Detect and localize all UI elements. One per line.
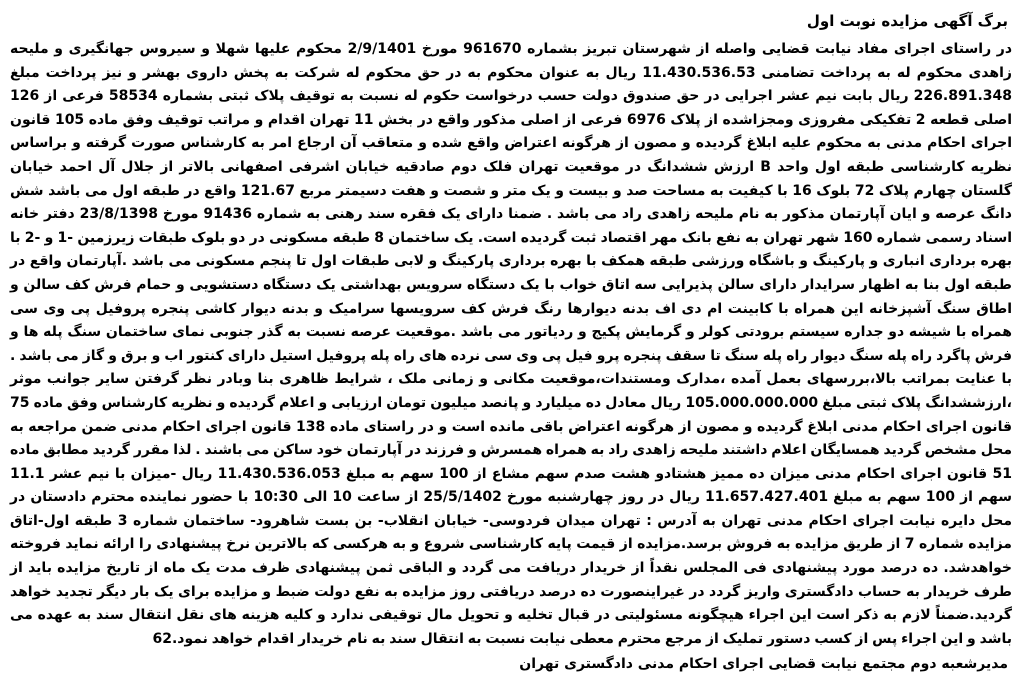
notice-title: برگ آگهی مزایده نوبت اول: [806, 12, 1008, 30]
notice-body: در راستای اجرای مفاد نیابت قضایی واصله از شهرستان تبریز بشماره 961670 مورخ 2/9/1401 محکوم علیها شهلا و سیروس جهانگیری و ملیحه زاهدی محکوم له به پرداخت تضامنی 11.430.536.53 ریال به عنوان محکوم به در حق محکوم له شرکت به پخش داروی بهشر و نیز پرداخت مبلغ 226.891.348 ریال بابت نیم عشر اجرایی در حق صندوق دولت حسب درخواست حکوم له نسبت به توقیف پلاک ثبتی بشماره 58534 فرعی از 126 اصلی قطعه 2 تفکیکی مفروزی ومجزاشده از پلاک 6976 فرعی از اصلی مذکور واقع در بخش 11 تهران اقدام و مراتب توقیف وفق ماده 105 قانون اجرای احکام مدنی به محکوم علیه ابلاغ گردیده و مصون از هرگونه اعتراض واقع شده و متعاقب آن ارجاع امر به کارشناس صورت گرفته و براساس نظریه کارشناسی طبقه اول واحد B ارزش ششدانگ در موقعیت تهران فلک دوم صادقیه خیابان اشرفی اصفهانی بالاتر از جلال آل احمد خیابان گلستان چهارم پلاک 72 بلوک 16 با کیفیت به مساحت صد و بیست و یک متر و شصت و هفت دسیمتر مربع 121.67 واقع در طبقه اول می باشد شش دانگ عرصه و ایان آپارتمان مذکور به نام ملیحه زاهدی راد می باشد . ضمنا دارای یک فقره سند رهنی به شماره 91436 مورخ 23/8/1398 دفتر خانه اسناد رسمی شماره 160 شهر تهران به نفع بانک مهر اقتصاد ثبت گردیده است. یک ساختمان 8 طبقه مسکونی در دو بلوک طبقات زیرزمین -1 و -2 با بهره برداری انباری و پارکینگ و باشگاه ورزشی طبقه همکف با بهره برداری پارکینگ و لابی طبقات اول تا پنجم مسکونی می باشد .آپارتمان واقع در طبقه اول بنا به اظهار سرایدار دارای سالن پذیرایی سه اتاق خواب با یک دستگاه سرویس بهداشتی یک دستگاه دستشویی و حمام فرش کف سالن و اطاق سنگ آشپزخانه این همراه با کابینت ام دی اف بدنه دیوارها رنگ فرش کف سرویسها سرامیک و بدنه دیوار کاشی پنجره پروفیل پی وی سی همراه با شیشه دو جداره سیستم برودتی کولر و گرمایش پکیج و ردیاتور می باشد .موقعیت عرصه نسبت به گذر جنوبی نمای ساختمان سنگ پله ها و فرش پاگرد راه پله سنگ دیوار راه پله سنگ تا سقف پنجره پرو فیل پی وی سی نرده های راه پله پروفیل استیل دارای کنتور اب و برق و گاز می باشد . با عنایت بمراتب بالا،بررسهای بعمل آمده ،مدارک ومستندات،موقعیت مکانی و زمانی ملک ، شرایط ظاهری بنا وبادر نظر گرفتن سایر جوانب موثر ،ارزششدانگ پلاک ثبتی مبلغ 105.000.000.000 ریال معادل ده میلیارد و پانصد میلیون تومان ارزیابی و اعلام گردیده و نظریه کارشناس وفق ماده 75 قانون اجرای احکام مدنی ابلاغ گردیده و مصون از هرگونه اعتراض باقی مانده است و در راستای ماده 138 قانون اجرای احکام مدنی ضمن مراجعه به محل مشخص گردید همسایگان اعلام داشتند ملیحه زاهدی راد به همراه همسرش و فرزند در آپارتمان خود ساکن می باشند . لذا مقرر گردید مطابق ماده 51 قانون اجرای احکام مدنی میزان ده ممیز هشتادو هشت صدم سهم مشاع از 100 سهم به مبلغ 11.430.536.053 ریال -میزان با نیم عشر 11.1 سهم از 100 سهم به مبلغ 11.657.427.401 ریال در روز چهارشنبه مورخ 25/5/1402 از ساعت 10 الی 10:30 با حضور نماینده محترم دادستان در محل دایره نیابت اجرای احکام مدنی تهران به آدرس : تهران میدان فردوسی- خیابان انقلاب- بن بست شاهرود- ساختمان شماره 3 طبقه اول-اتاق مزایده شماره 7 از طریق مزایده به فروش برسد.مزایده از قیمت پایه کارشناسی شروع و به هرکسی که بالاترین نرخ پیشنهادی را ارائه نماید فروخته خواهدشد. ده درصد مورد پیشنهادی فی المجلس نقداً از خریدار دریافت می گردد و الباقی ثمن پیشنهادی ظرف مدت یک ماه از تاریخ مزایده باید از طرف خریدار به حساب دادگستری واریز گردد در غیراینصورت ده درصد دریافتی روز مزایده به نفع دولت ضبط و مزایده برای یک بار دیگر تجدید خواهد گردید.ضمناً لازم به ذکر است این اجراء هیچگونه مسئولیتی در قبال تخلیه و تحویل مال توقیفی ندارد و کلیه هزینه های نقل انتقال سند به عهده می باشد و این اجراء پس از کسب دستور تملیک از مرجع محترم معطی نیابت نسبت به انتقال سند به نام خریدار اقدام خواهد نمود.62: [10, 41, 1013, 647]
notice-signature: مدیرشعبه دوم مجتمع نیابت قضایی اجرای احکام مدنی دادگستری تهران: [519, 656, 1008, 673]
